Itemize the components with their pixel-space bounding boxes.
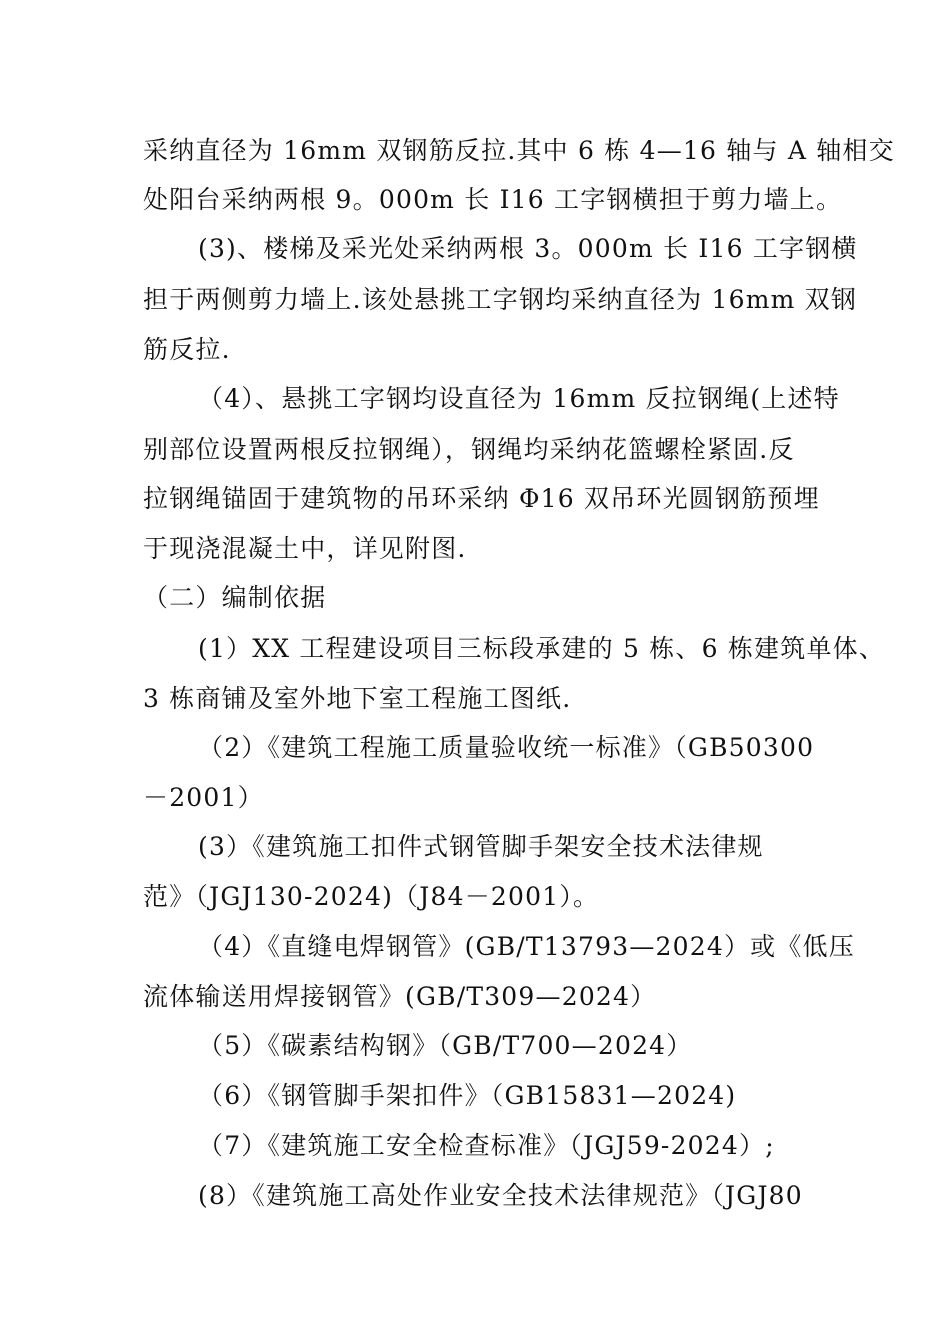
text-line: （5）《碳素结构钢》（GB/T700—2024）: [198, 1031, 693, 1060]
text-line: 处阳台采纳两根 9。000m 长 I16 工字钢横担于剪力墙上。: [143, 185, 843, 214]
text-line: (3）《建筑施工扣件式钢管脚手架安全技术法律规: [198, 832, 764, 861]
section-heading: （二）编制依据: [143, 583, 327, 612]
text-line: （2）《建筑工程施工质量验收统一标准》（GB50300: [198, 733, 815, 762]
text-line: 拉钢绳锚固于建筑物的吊环采纳 Φ16 双吊环光圆钢筋预埋: [143, 484, 820, 513]
text-line: （4）《直缝电焊钢管》(GB/T13793—2024）或《低压: [198, 932, 855, 961]
text-line: 担于两侧剪力墙上.该处悬挑工字钢均采纳直径为 16mm 双钢: [143, 285, 858, 314]
text-line: 流体输送用焊接钢管》(GB/T309—2024）: [143, 982, 657, 1011]
text-line: 别部位设置两根反拉钢绳），钢绳均采纳花篮螺栓紧固.反: [143, 435, 795, 464]
text-line: 范》（JGJ130-2024)（J84－2001）。: [143, 882, 600, 911]
text-line: （6）《钢管脚手架扣件》（GB15831—2024): [198, 1081, 737, 1110]
text-line: (1）XX 工程建设项目三标段承建的 5 栋、6 栋建筑单体、: [198, 634, 886, 663]
text-line: （7）《建筑施工安全检查标准》（JGJ59-2024）;: [198, 1131, 775, 1160]
text-line: 采纳直径为 16mm 双钢筋反拉.其中 6 栋 4—16 轴与 A 轴相交: [143, 136, 895, 165]
text-line: (8）《建筑施工高处作业安全技术法律规范》（JGJ80: [198, 1181, 803, 1210]
text-line: (3)、楼梯及采光处采纳两根 3。000m 长 I16 工字钢横: [198, 234, 858, 263]
text-line: －2001）: [143, 783, 264, 812]
text-line: （4）、悬挑工字钢均设直径为 16mm 反拉钢绳(上述特: [198, 384, 840, 413]
text-line: 筋反拉.: [143, 335, 231, 364]
text-line: 于现浇混凝土中，详见附图.: [143, 534, 467, 563]
text-line: 3 栋商铺及室外地下室工程施工图纸.: [143, 684, 572, 713]
